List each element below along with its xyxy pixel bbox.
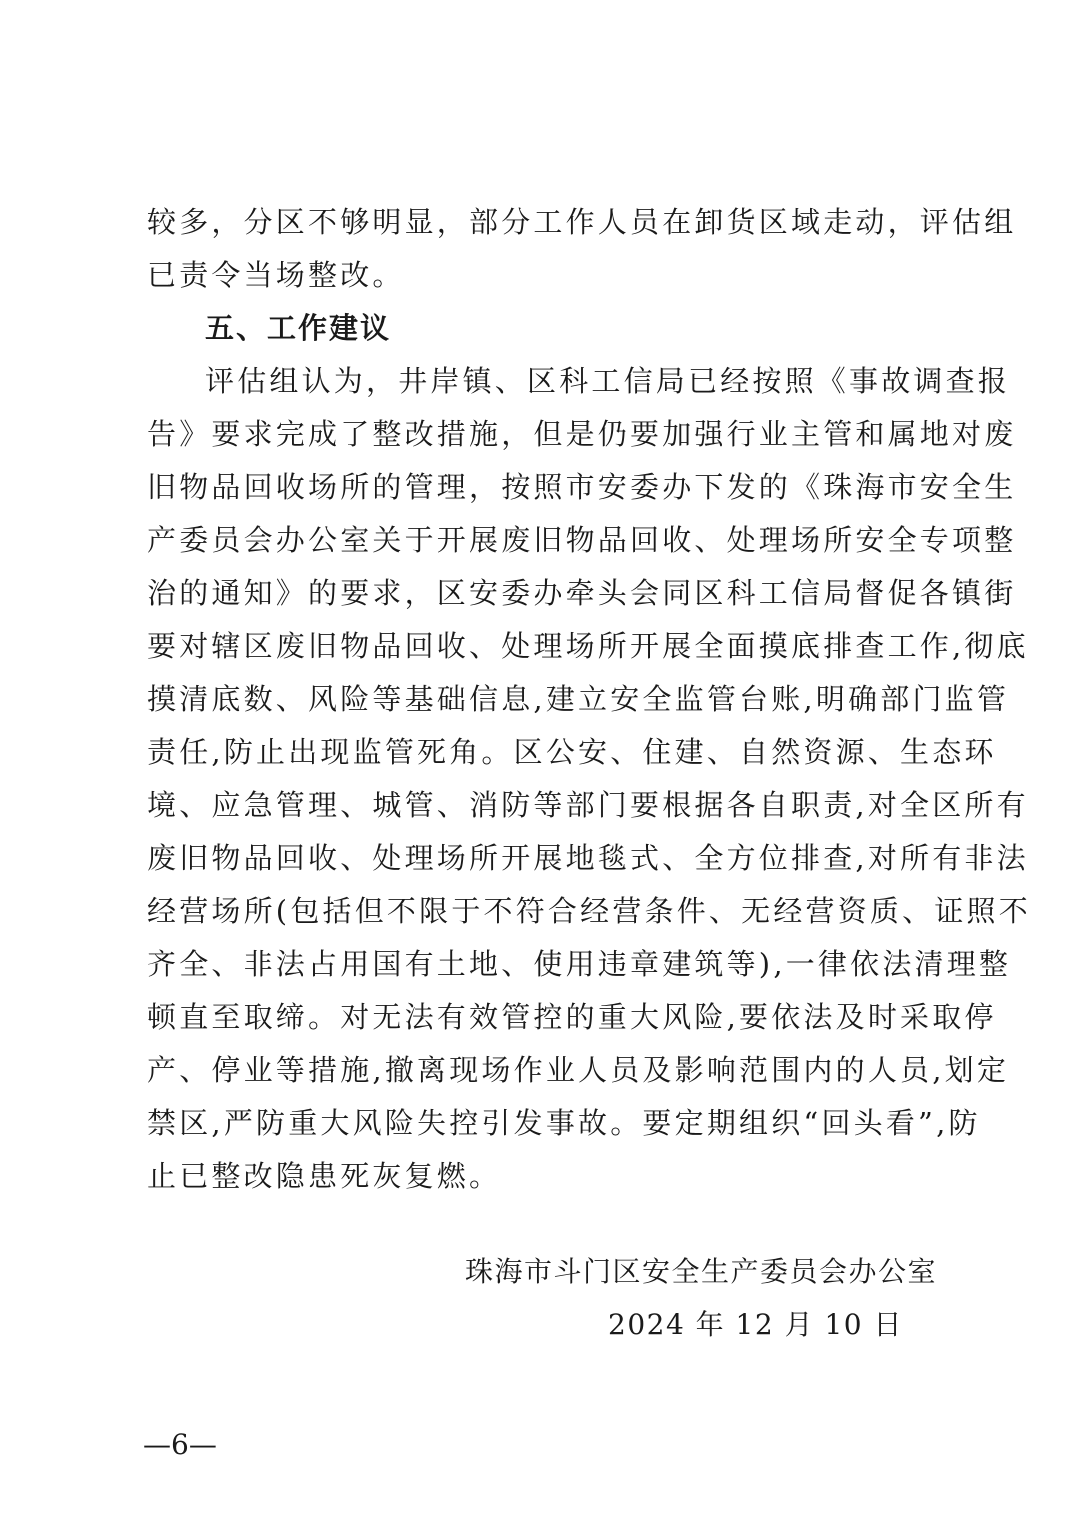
body-line: 摸清底数、风险等基础信息,建立安全监管台账,明确部门监管	[147, 682, 1010, 716]
body-line: 治的通知》的要求，区安委办牵头会同区科工信局督促各镇街	[147, 576, 1017, 610]
body-line: 产、停业等措施,撤离现场作业人员及影响范围内的人员,划定	[147, 1053, 1010, 1087]
body-line: 境、应急管理、城管、消防等部门要根据各自职责,对全区所有	[147, 788, 1029, 822]
section-heading: 五、工作建议	[205, 311, 392, 345]
body-line: 废旧物品回收、处理场所开展地毯式、全方位排查,对所有非法	[147, 841, 1029, 875]
body-line: 齐全、非法占用国有土地、使用违章建筑等),一律依法清理整	[147, 947, 1012, 981]
body-line: 止已整改隐患死灰复燃。	[147, 1159, 502, 1193]
body-line: 较多，分区不够明显，部分工作人员在卸货区域走动，评估组	[147, 205, 1017, 239]
body-line: 顿直至取缔。对无法有效管控的重大风险,要依法及时采取停	[147, 1000, 997, 1034]
body-line: 旧物品回收场所的管理，按照市安委办下发的《珠海市安全生	[147, 470, 1017, 504]
body-line: 告》要求完成了整改措施，但是仍要加强行业主管和属地对废	[147, 417, 1017, 451]
body-line: 禁区,严防重大风险失控引发事故。要定期组织“回头看”,防	[147, 1106, 981, 1140]
body-line: 经营场所(包括但不限于不符合经营条件、无经营资质、证照不	[147, 894, 1031, 928]
signature-organization: 珠海市斗门区安全生产委员会办公室	[465, 1255, 938, 1288]
page-number: —6—	[143, 1428, 217, 1461]
body-line: 要对辖区废旧物品回收、处理场所开展全面摸底排查工作,彻底	[147, 629, 1029, 663]
body-line: 已责令当场整改。	[147, 258, 405, 292]
body-line: 责任,防止出现监管死角。区公安、住建、自然资源、生态环	[147, 735, 997, 769]
body-line: 产委员会办公室关于开展废旧物品回收、处理场所安全专项整	[147, 523, 1017, 557]
paragraph-first-line: 评估组认为，井岸镇、区科工信局已经按照《事故调查报	[205, 364, 1011, 398]
signature-date: 2024 年 12 月 10 日	[608, 1308, 904, 1341]
